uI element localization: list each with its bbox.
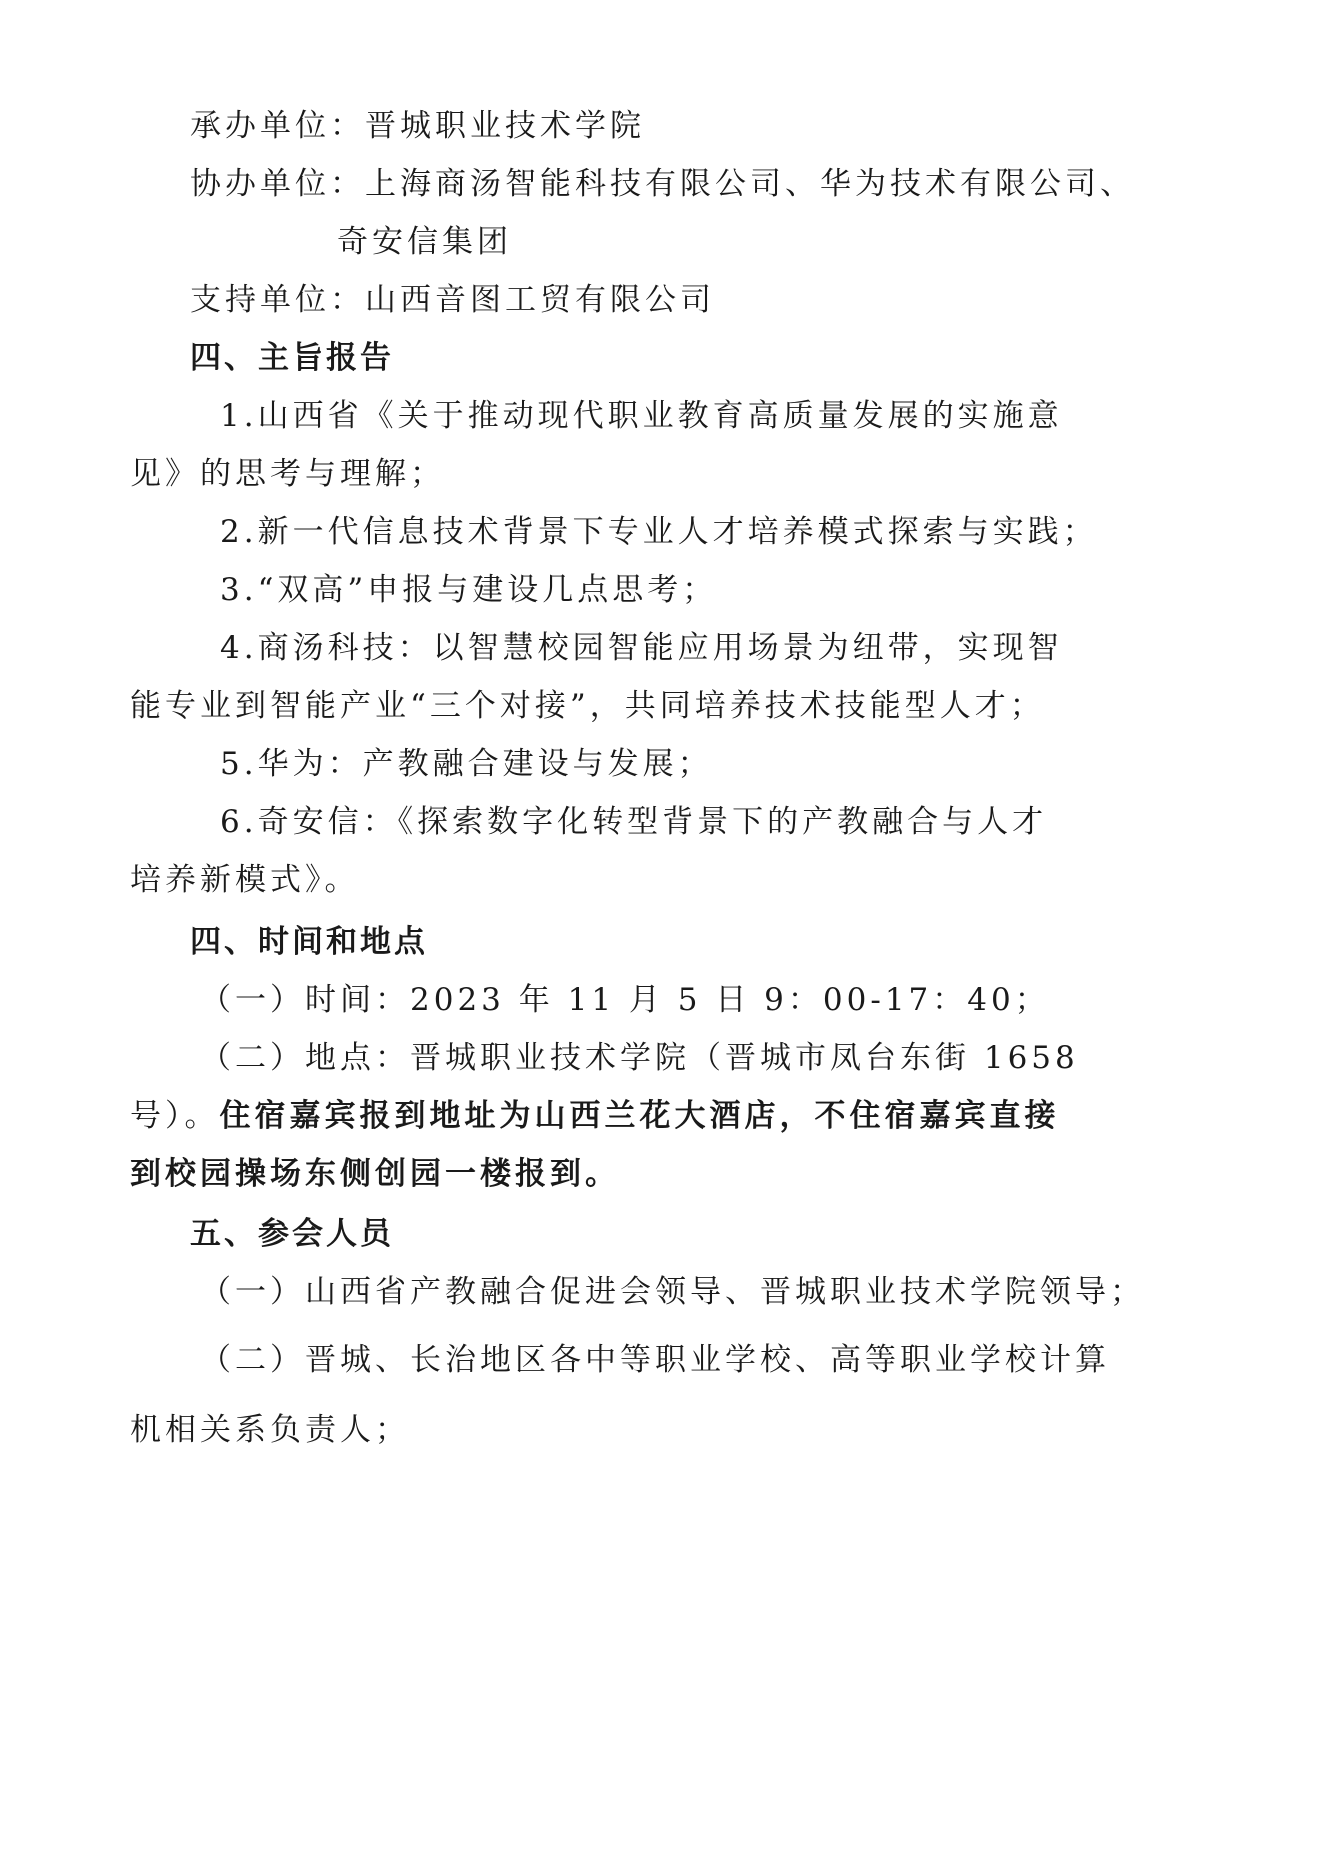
support-unit-label: 支持单位：: [190, 282, 365, 318]
keynote-item-6-continued: 培养新模式》。: [130, 862, 360, 898]
keynote-heading: 四、主旨报告: [190, 340, 394, 376]
keynote-item-1: 1.山西省《关于推动现代职业教育高质量发展的实施意: [220, 398, 1063, 434]
keynote-item-6: 6.奇安信：《探索数字化转型背景下的产教融合与人才: [220, 804, 1048, 840]
host-unit-label: 承办单位：: [190, 108, 365, 144]
support-unit-value: 山西音图工贸有限公司: [365, 282, 715, 318]
co-unit-value-continued: 奇安信集团: [337, 224, 512, 260]
co-unit-value: 上海商汤智能科技有限公司、华为技术有限公司、: [365, 166, 1135, 202]
co-unit-line: [190, 164, 1135, 204]
co-unit-label: 协办单位：: [190, 166, 365, 202]
keynote-item-4-continued: 能专业到智能产业“三个对接”，共同培养技术技能型人才；: [130, 688, 1045, 724]
lodging-notice: 住宿嘉宾报到地址为山西兰花大酒店，不住宿嘉宾直接: [219, 1098, 1060, 1134]
attendees-heading: 五、参会人员: [190, 1216, 394, 1252]
time-line: （一）时间：2023 年 11 月 5 日 9：00-17：40；: [200, 982, 1050, 1018]
keynote-item-4: 4.商汤科技：以智慧校园智能应用场景为纽带，实现智: [220, 630, 1063, 666]
place-line: （二）地点：晋城职业技术学院（晋城市凤台东街 1658: [200, 1040, 1079, 1076]
support-unit-line: [190, 280, 715, 320]
keynote-item-3: 3.“双高”申报与建设几点思考；: [220, 572, 718, 608]
time-place-heading: 四、时间和地点: [190, 924, 428, 960]
keynote-item-5: 5.华为：产教融合建设与发展；: [220, 746, 713, 782]
attendee-item-1: （一）山西省产教融合促进会领导、晋城职业技术学院领导；: [200, 1274, 1145, 1310]
keynote-item-2: 2.新一代信息技术背景下专业人才培养模式探索与实践；: [220, 514, 1098, 550]
place-line-continued: [130, 1096, 1060, 1136]
attendee-item-2: （二）晋城、长治地区各中等职业学校、高等职业学校计算: [200, 1342, 1110, 1378]
keynote-item-1-continued: 见》的思考与理解；: [130, 456, 445, 492]
host-unit-value: 晋城职业技术学院: [365, 108, 645, 144]
attendee-item-2-continued: 机相关系负责人；: [130, 1412, 410, 1448]
place-line-end: 号）。: [130, 1098, 220, 1134]
lodging-notice-continued: 到校园操场东侧创园一楼报到。: [130, 1156, 620, 1192]
host-unit-line: [190, 106, 645, 146]
